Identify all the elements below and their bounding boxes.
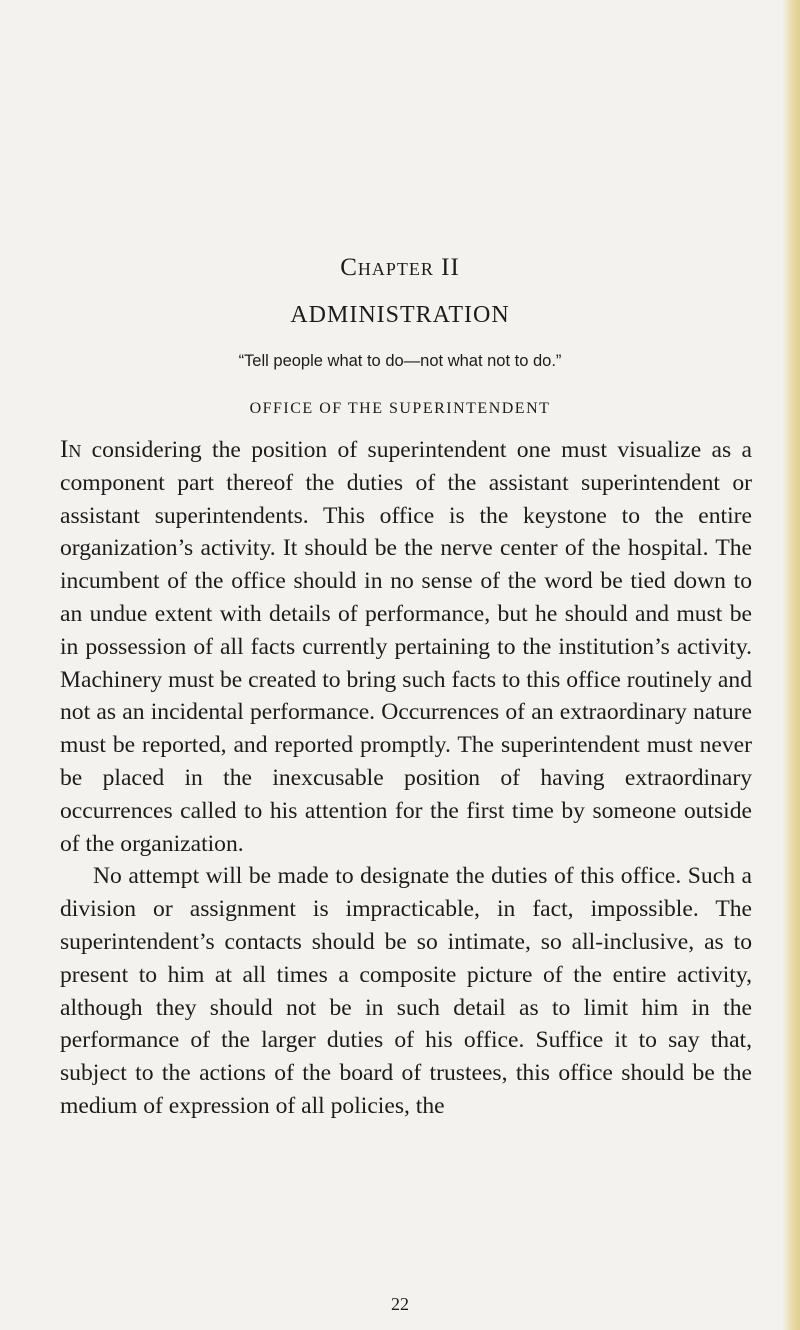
chapter-number: Chapter II: [340, 254, 460, 281]
body-text: [60, 434, 752, 1123]
paragraph-1: [60, 434, 752, 860]
paragraph-1-lead-word: In: [60, 436, 82, 463]
page-edge: [782, 0, 800, 1330]
epigraph: “Tell people what to do—not what not to do.”: [238, 352, 562, 370]
paragraph-2: No attempt will be made to designate the duties of this office. Such a division or assignment is impracticable, in fact, impossible. The superintendent’s contacts should be so intimate, so all-inclusive, as to present to him at all times a composite picture of the entire activity, although they should not be in such detail as to limit him in the performance of the larger duties of his office. Suffice it to say that, subject to the actions of the board of trustees, this office should be the medium of expression of all policies, the: [60, 863, 752, 1119]
section-heading: OFFICE OF THE SUPERINTENDENT: [249, 400, 551, 417]
page-number: 22: [391, 1294, 409, 1314]
chapter-title: ADMINISTRATION: [290, 302, 510, 328]
paragraph-1-text: considering the position of superintendent one must visualize as a component part thereof the duties of the assistant superintendent or assistant superintendents. This office is the keystone to the entire organization’s activity. It should be the nerve center of the hospital. The incumbent of the office should in no sense of the word be tied down to an undue extent with details of performance, but he should and must be in possession of all facts currently pertaining to the institution’s activity. Machinery must be created to bring such facts to this office routinely and not as an incidental performance. Occurrences of an extraordinary nature must be reported, and reported promptly. The superintendent must never be placed in the inexcusable position of having extraordinary occurrences called to his attention for the first time by someone outside of the organization.: [60, 437, 752, 857]
